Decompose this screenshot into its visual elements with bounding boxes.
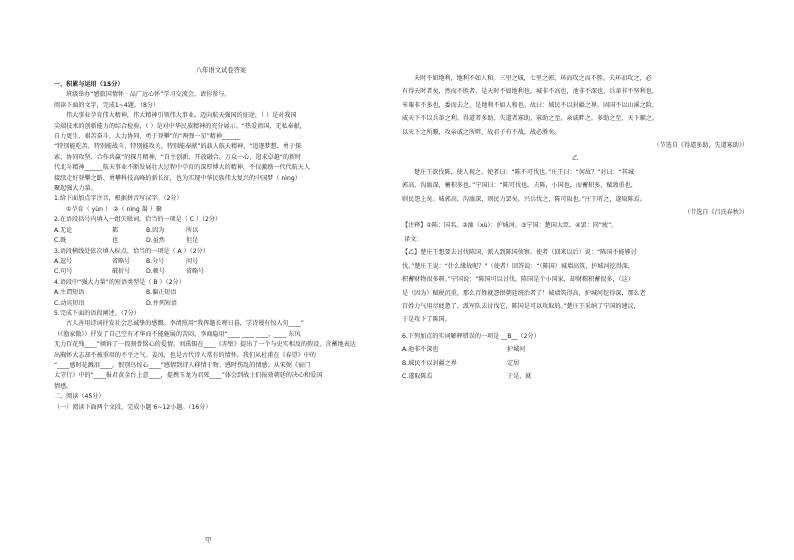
question-2: 2.在语段括号内填入一组关联词，恰当的一项是（ C ）（2分） <box>54 216 222 224</box>
translation-line: 于是攻下了陈国。 <box>402 316 451 324</box>
passage-line: 有得天时者矣，然而不胜者，是天时不如地利也。城非不高也，池非不深也，兵革非不坚利也， <box>402 88 658 96</box>
left-column <box>54 74 388 413</box>
option-text: B.因为 <box>146 226 165 234</box>
option-text: 破折号 <box>112 268 131 276</box>
passage-label-yi: 乙 <box>571 155 579 163</box>
option-row <box>54 288 388 298</box>
option-text: A.无论 <box>54 226 73 234</box>
translation-line: 伐。”楚庄王说：“什么缘故呢？”（使者）回答说：“（陈国）城墙高筑，护城河挖得深， <box>402 262 634 270</box>
passage-line: 楚庄王欲伐陈，使人视之。使者曰：“陈不可伐也。”庄王曰：“何故？”对曰：“其城 <box>414 168 634 176</box>
q5-line: 太守行》中的“____报君黄金台上意____，提携玉龙为君死____”体会到战士们报效朝廷的决心和爱国 <box>54 372 323 380</box>
q5-line: “____感时花溅泪____，恨别鸟惊心____”感情到诗人移情于物、感时伤乱的情感；从宋弼《宿门 <box>54 361 311 369</box>
question-4: 4.语段中“强大力量”的短语类型是（ B ）（2分） <box>54 278 185 286</box>
source-citation: （节选自《吕氏春秋》） <box>684 209 748 217</box>
q5-line: 古人善用诗词抒发社会忠诚挚的感慨。李清照用“我挥题长嗟日暮，学诗谩有惊人句____” <box>66 320 304 328</box>
option-row <box>54 257 388 267</box>
question-1: 1.给下面加点字注音，根据拼音写汉字。（2分） <box>54 195 183 203</box>
option-text: B.分号 <box>146 257 165 265</box>
section-heading: 二、阅读（45分） <box>54 393 105 401</box>
q5-line: 出胸怀大志却不被重用的不平之气。姜凤，也是古代诗人常有的情怀。我们从杜甫在《春望》中的 <box>54 351 317 359</box>
passage-line: 郭高，沟洫深，蓄积多也。”宁国曰：“陈可伐也。夫陈，小国也，而蓄积多，赋敛重也， <box>402 182 637 190</box>
passage-label-jia: 甲 <box>205 537 212 544</box>
question-6: 6.下列加点的实词解释错误的一项是 __B__（2分） <box>402 332 540 340</box>
option-text: D.顿号 <box>146 268 165 276</box>
option-row <box>54 226 388 236</box>
option-row <box>402 372 748 382</box>
option-text: 也 <box>112 237 119 245</box>
question-3: 3.语段横线处依次填入标点，恰当的一项是（ A ）（2分） <box>54 247 209 255</box>
question-5: 5.完成下面的语段阐述。（7分） <box>54 309 140 317</box>
passage-line: 代北斗精神______航天事业不断发展壮大过程中孕育的深厚博大的精神，不仅激励一代代航天人 <box>54 164 310 172</box>
option-text: 问号 <box>186 257 199 265</box>
option-row <box>54 267 388 277</box>
option-text: 所以 <box>186 226 199 234</box>
option-text: B.偏正短语 <box>146 289 177 297</box>
passage-line: 接续走好登攀之路、勇攀科技高峰的新长征，也为实现中华民族伟大复兴的中国梦（ nìng） <box>54 174 301 182</box>
passage-line: 以天下之所顺，攻亲戚之所畔，故君子有不战，战必胜矣。 <box>402 128 561 136</box>
option-row <box>402 359 748 369</box>
source-citation: （节选自《得道多助，失道寡助》） <box>653 142 748 150</box>
option-text: C.句号 <box>54 268 73 276</box>
option-text: A.逗号 <box>54 257 73 265</box>
translation-line: 百姓力气用尽疲惫了。派军队去讨伐它，陈国是可以攻取的。”楚庄王采纳了宁国的建议， <box>402 302 640 310</box>
option-text: 省略号 <box>112 257 131 265</box>
passage-line: 米粟非不多也，委而去之，是地利不如人和也。故曰：域民不以封疆之界，固国不以山溪之险， <box>402 101 658 109</box>
option-text: A.池非不深也 <box>402 346 439 354</box>
option-row <box>54 299 388 309</box>
option-text: 于是，就 <box>507 372 532 380</box>
translation-line: 是（因为）赋税沉重，那么百姓就怨恨朝廷统治者了！城墙筑得高，护城河挖得深，那么老 <box>402 289 646 297</box>
q5-line: （《渔家傲》）抒发了自己空有才华而不能施展的苦闷。李商隐用“____ ____ ____，____ 东风 <box>54 330 301 338</box>
section-heading: 一、积累与运用（15分） <box>54 81 124 88</box>
option-row <box>402 345 748 355</box>
right-column <box>402 74 748 382</box>
passage-line: 索、协同攻坚、合作共赢”的探月精神，“自主创新、开放融合、万众一心、追求卓越”的新时 <box>54 153 302 161</box>
passage-line: “特别能吃苦、特别能战斗、特别能攻关、特别能奉献”的载人航天精神，“追逐梦想、勇于探 <box>54 143 302 151</box>
option-text: C.既 <box>54 237 67 245</box>
option-text: 定居 <box>507 359 520 367</box>
option-row <box>54 236 388 246</box>
option-text: C.遂取陈焉 <box>402 372 433 380</box>
option-text: D.虽然 <box>146 237 165 245</box>
translation-line: 积蓄财物很多呀。”宁国说：“陈国可以讨伐。陈国是个小国家，却财粮积蓄很多，（这） <box>402 276 634 284</box>
passage-line: 自力更生、艰苦奋斗，大力协同、勇于登攀”的“两弹一星”精神______ <box>54 133 241 141</box>
passage-line: 尖端技术的创新能力的综合检验，（ ）是对中华民族精神的充分展示。“热爱祖国、无私奉献， <box>54 122 306 130</box>
annotation-note: 【注释】①陈：国名。②洫（xù）：护城河。③宁国：楚国大臣。④罢：同“疲”。 <box>402 222 618 230</box>
passage-line: 威天下不以兵革之利。得道者多助，失道者寡助。寡助之至，亲戚畔之。多助之至，天下顺之。 <box>402 115 658 123</box>
question-1-answer: ①孕育（ yùn ） ②（ nìng 凝 ）聚 <box>66 205 162 213</box>
passage-line: 天时不如地利，地利不如人和。三里之城，七里之郭，环而攻之而不胜。夫环而攻之，必 <box>414 75 652 82</box>
option-text: A.主谓短语 <box>54 289 85 297</box>
option-text: 护城河 <box>507 346 526 354</box>
passage-line: 伟大事业孕育伟大精神，伟大精神引领伟大事业。迈向航天强国的征途，（ ）是对我国 <box>66 112 297 120</box>
page-title: 八年语文试卷答案 <box>195 67 247 74</box>
option-text: B.域民不以封疆之界 <box>402 359 457 367</box>
option-text: C.动宾短语 <box>54 299 85 307</box>
intro-text: 班级举办“感旅国情怀 · 品广远心怀”学习交流会，请你参与。 <box>66 91 231 99</box>
option-text: 都 <box>112 226 119 234</box>
option-text: 省略号 <box>186 268 205 276</box>
translation-line: 【乙】楚庄王想要去讨伐陈国，派人到陈国侦察。使者（回来以后）说：“陈国不能够讨 <box>402 249 637 257</box>
translation-heading: 译文： <box>404 235 423 243</box>
q5-line: 情感。 <box>54 382 73 390</box>
option-text: D.并列短语 <box>146 299 178 307</box>
option-text: 但是 <box>186 237 199 245</box>
subsection-heading: （一）阅读下面两个文段，完成小题 6~12小题。（16分） <box>54 403 212 411</box>
q5-line: 无力百花残____”倾诉了一段刻骨铭心的爱情。刘禹锡在____《赤壁》提出了一个与史实相反的假设，含蓄地表达 <box>54 341 356 349</box>
passage-line: 则民怨上矣。城郭高，沟洫深，则民力罢矣。兴兵伐之，陈可取也。”庄王听之，遂取陈焉。 <box>402 195 646 203</box>
passage-line: 聚起强大力量。 <box>54 185 97 193</box>
intro-text: 阅读下面的文字，完成1~4题。（8分） <box>54 101 160 109</box>
